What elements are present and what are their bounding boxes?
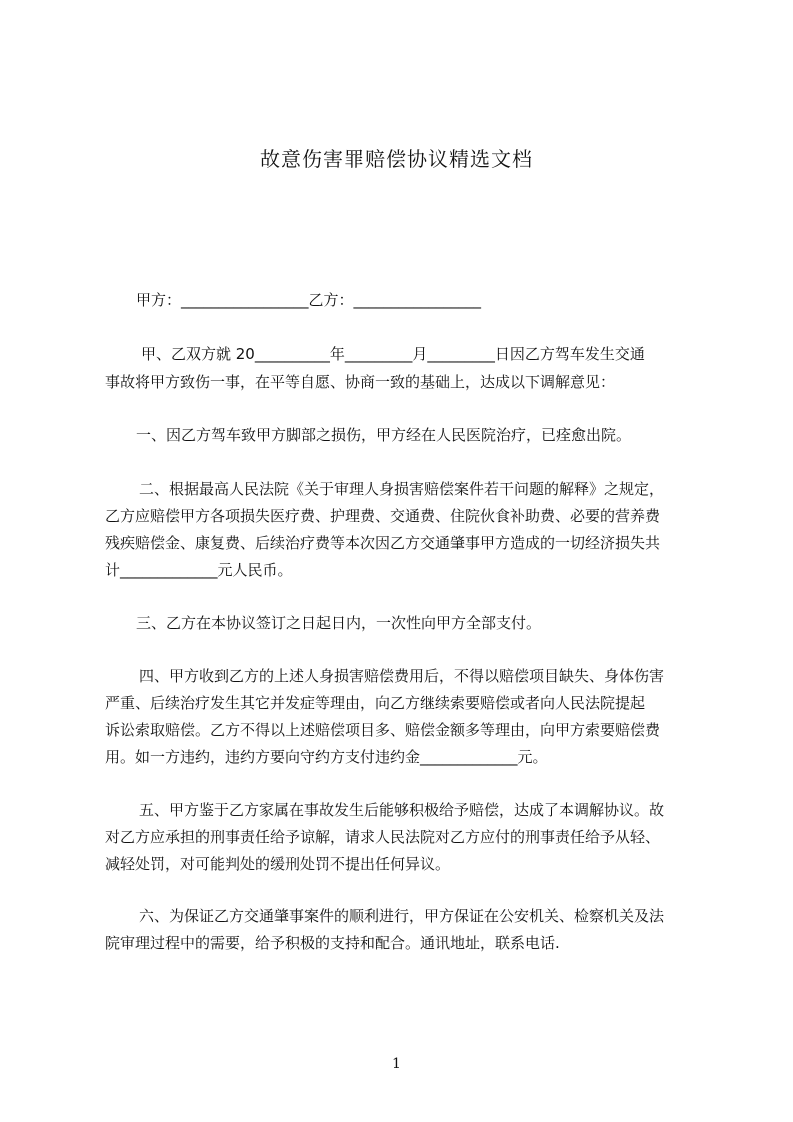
paragraph-2-line-1: 一、因乙方驾车致甲方脚部之损伤，甲方经在人民医院治疗，已痊愈出院。	[136, 426, 632, 444]
paragraph-7-line-2: 院审理过程中的需要，给予积极的支持和配合。通讯地址，联系电话.	[105, 934, 560, 952]
paragraph-3-line-3: 残疾赔偿金、康复费、后续治疗费等本次因乙方交通肇事甲方造成的一切经济损失共	[105, 534, 661, 552]
paragraph-6-line-2: 对乙方应承担的刑事责任给予谅解，请求人民法院对乙方应付的刑事责任给予从轻、	[105, 828, 661, 846]
paragraph-5-line-4: 用。如一方违约，违约方要向守约方支付违约金_____________元。	[105, 748, 548, 766]
paragraph-4-line-1: 三、乙方在本协议签订之日起日内，一次性向甲方全部支付。	[136, 614, 542, 632]
paragraph-5-line-3: 诉讼索取赔偿。乙方不得以上述赔偿项目多、赔偿金额多等理由，向甲方索要赔偿费	[105, 721, 661, 739]
paragraph-3-line-4: 计_____________元人民币。	[105, 561, 293, 579]
page-number: 1	[392, 1056, 401, 1072]
paragraph-5-line-1: 四、甲方收到乙方的上述人身损害赔偿费用后，不得以赔偿项目缺失、身体伤害	[139, 667, 665, 685]
paragraph-3-line-1: 二、根据最高人民法院《关于审理人身损害赔偿案件若干问题的解释》之规定，	[139, 480, 665, 498]
parties-line: 甲方：_________________乙方：_________________	[136, 291, 482, 309]
paragraph-6-line-3: 减轻处罚，对可能判处的缓刑处罚不提出任何异议。	[105, 855, 451, 873]
paragraph-3-line-2: 乙方应赔偿甲方各项损失医疗费、护理费、交通费、住院伙食补助费、必要的营养费	[105, 507, 661, 525]
paragraph-5-line-2: 严重、后续治疗发生其它并发症等理由，向乙方继续索要赔偿或者向人民法院提起	[105, 694, 646, 712]
paragraph-7-line-1: 六、为保证乙方交通肇事案件的顺利进行，甲方保证在公安机关、检察机关及法	[139, 907, 665, 925]
paragraph-1-line-2: 事故将甲方致伤一事，在平等自愿、协商一致的基础上，达成以下调解意见：	[105, 373, 616, 391]
paragraph-6-line-1: 五、甲方鉴于乙方家属在事故发生后能够积极给予赔偿，达成了本调解协议。故	[139, 801, 665, 819]
paragraph-1-line-1: 甲、乙双方就 20__________年_________月_________日因乙方驾车发生交通	[141, 345, 645, 363]
document-title: 故意伤害罪赔偿协议精选文档	[260, 147, 533, 171]
